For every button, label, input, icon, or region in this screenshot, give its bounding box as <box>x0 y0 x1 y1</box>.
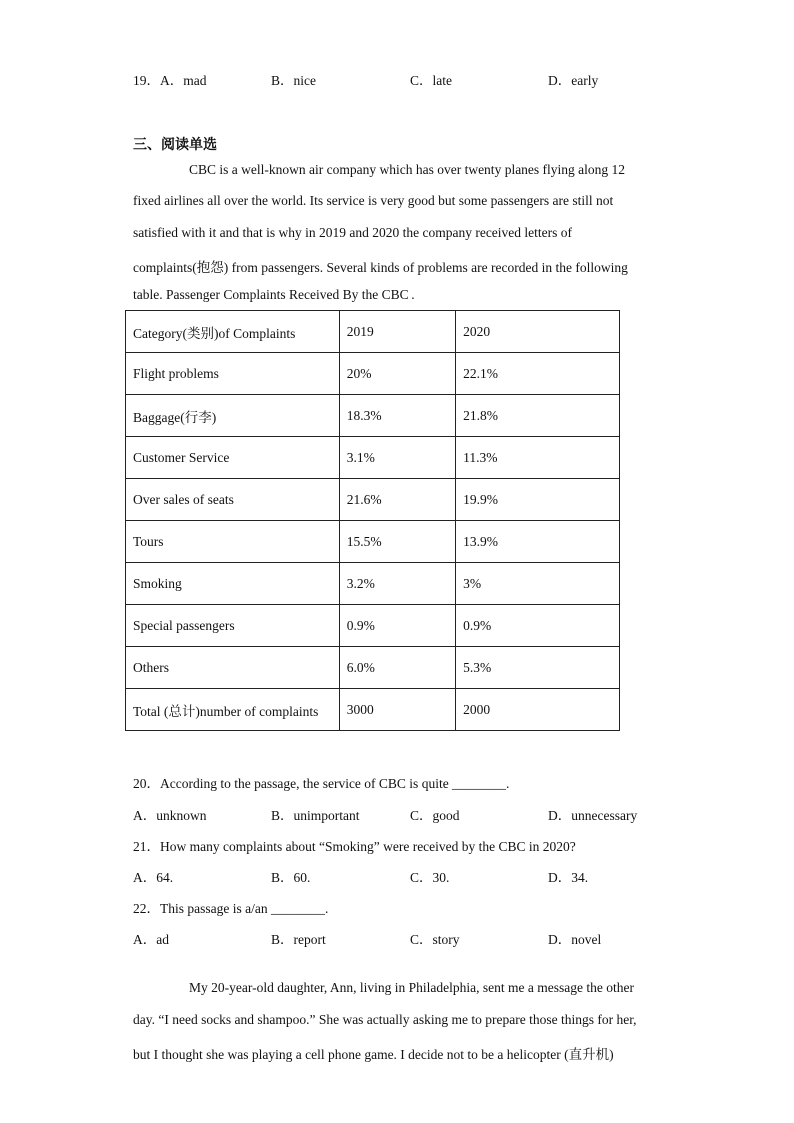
table-cell: 15.5% <box>339 521 455 563</box>
table-cell: 6.0% <box>339 647 455 689</box>
table-cell: Over sales of seats <box>126 479 340 521</box>
table-cell: Tours <box>126 521 340 563</box>
table-header-category: Category(类别)of Complaints <box>126 311 340 353</box>
table-header-2019: 2019 <box>339 311 455 353</box>
table-row <box>126 479 620 521</box>
q20-option-b[interactable]: B．unimportant <box>271 808 360 823</box>
table-cell: Baggage(行李) <box>126 395 340 437</box>
table-cell: 21.8% <box>456 395 620 437</box>
q19-number: 19． <box>133 73 160 88</box>
q20-option-a[interactable]: A．unknown <box>133 808 207 823</box>
q19-option-c[interactable]: C．late <box>410 73 452 88</box>
table-cell: 21.6% <box>339 479 455 521</box>
passage-1-line: satisfied with it and that is why in 2019 and 2020 the company received letters of <box>133 225 573 240</box>
q21-stem: 21．How many complaints about “Smoking” were received by the CBC in 2020? <box>133 839 576 854</box>
table-cell: 0.9% <box>339 605 455 647</box>
table-cell: 3% <box>456 563 620 605</box>
q21-option-d[interactable]: D．34. <box>548 870 589 885</box>
table-row <box>126 647 620 689</box>
q19-option-d[interactable]: D．early <box>548 73 599 88</box>
table-row <box>126 353 620 395</box>
passage-2-line: but I thought she was playing a cell phone game. I decide not to be a helicopter (直升机) <box>133 1047 614 1062</box>
table-cell: 2000 <box>456 689 620 731</box>
table-cell: 19.9% <box>456 479 620 521</box>
table-cell: Special passengers <box>126 605 340 647</box>
q22-option-d[interactable]: D．novel <box>548 932 602 947</box>
complaints-table <box>125 310 620 731</box>
table-row <box>126 605 620 647</box>
table-cell: 18.3% <box>339 395 455 437</box>
passage-1-line: complaints(抱怨) from passengers. Several kinds of problems are recorded in the following <box>133 260 628 275</box>
table-cell: Others <box>126 647 340 689</box>
q22-option-a[interactable]: A．ad <box>133 932 169 947</box>
table-row <box>126 563 620 605</box>
table-cell: 11.3% <box>456 437 620 479</box>
passage-2-line: day. “I need socks and shampoo.” She was actually asking me to prepare those things for her, <box>133 1012 637 1027</box>
table-cell: Customer Service <box>126 437 340 479</box>
passage-1-line: fixed airlines all over the world. Its service is very good but some passengers are still not <box>133 193 614 208</box>
passage-2-line: My 20-year-old daughter, Ann, living in Philadelphia, sent me a message the other <box>189 980 634 995</box>
q21-option-b[interactable]: B．60. <box>271 870 311 885</box>
q22-option-c[interactable]: C．story <box>410 932 460 947</box>
table-cell: 22.1% <box>456 353 620 395</box>
table-cell: Flight problems <box>126 353 340 395</box>
table-cell: 5.3% <box>456 647 620 689</box>
table-row <box>126 395 620 437</box>
table-header-row <box>126 311 620 353</box>
q19-option-b[interactable]: B．nice <box>271 73 316 88</box>
table-row <box>126 437 620 479</box>
q21-option-a[interactable]: A．64. <box>133 870 174 885</box>
table-header-2020: 2020 <box>456 311 620 353</box>
table-cell: 13.9% <box>456 521 620 563</box>
table-row <box>126 689 620 731</box>
q21-option-c[interactable]: C．30. <box>410 870 450 885</box>
table-cell: 3.2% <box>339 563 455 605</box>
passage-1-line: CBC is a well-known air company which has over twenty planes flying along 12 <box>189 162 626 177</box>
table-cell: 0.9% <box>456 605 620 647</box>
table-cell: 3.1% <box>339 437 455 479</box>
passage-1-line: table. Passenger Complaints Received By the CBC . <box>133 287 415 302</box>
section-title: 三、阅读单选 <box>133 137 217 153</box>
table-row <box>126 521 620 563</box>
table-cell: Total (总计)number of complaints <box>126 689 340 731</box>
q20-stem: 20．According to the passage, the service of CBC is quite ________. <box>133 776 510 791</box>
table-cell: 20% <box>339 353 455 395</box>
q22-stem: 22．This passage is a/an ________. <box>133 901 329 916</box>
q20-option-c[interactable]: C．good <box>410 808 460 823</box>
q22-option-b[interactable]: B．report <box>271 932 326 947</box>
table-cell: 3000 <box>339 689 455 731</box>
q19-option-a[interactable]: A．mad <box>160 73 207 88</box>
q20-option-d[interactable]: D．unnecessary <box>548 808 638 823</box>
table-cell: Smoking <box>126 563 340 605</box>
